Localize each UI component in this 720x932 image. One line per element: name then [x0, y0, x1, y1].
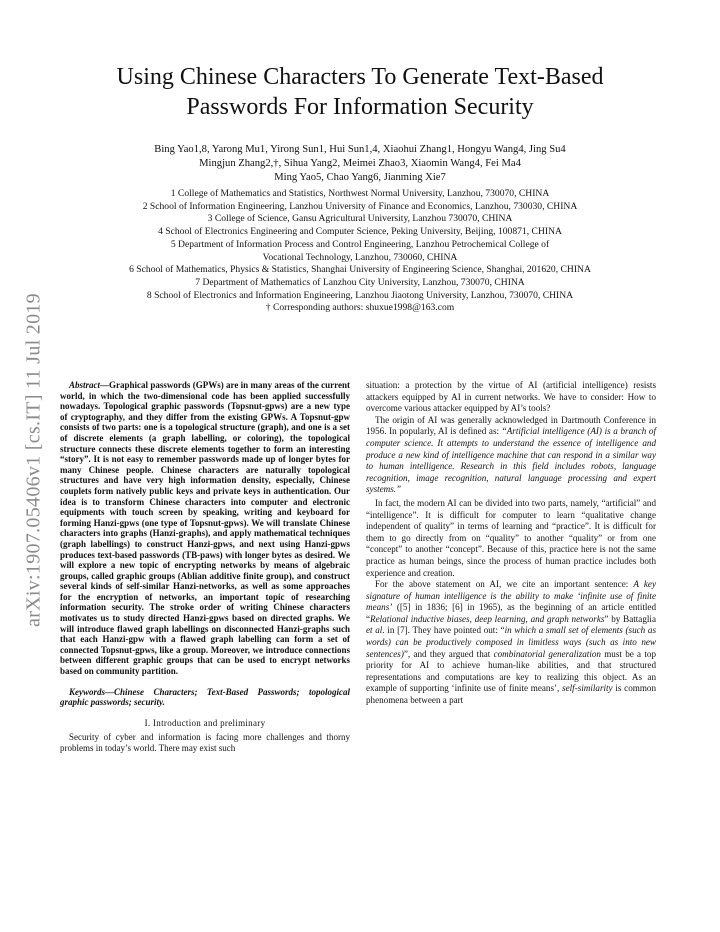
left-column [60, 380, 350, 754]
author-list [70, 143, 650, 185]
paragraph-infinite-use [366, 579, 656, 707]
arxiv-sidebar [14, 240, 54, 680]
text-fragment: For the above statement on AI, we cite an important sentence: [375, 579, 634, 590]
title-line-2: Passwords For Information Security [186, 94, 534, 120]
affiliations [55, 188, 665, 315]
affiliation-line: 2 School of Information Engineering, Lanzhou University of Finance and Economics, Lanzhou, 730030, CHINA [142, 200, 578, 212]
keywords: Keywords—Chinese Characters; Text-Based Passwords; topological graphic passwords; security. [60, 686, 350, 708]
quote-human-intelligence: A key signature of human intelligence is the ability to make ‘infinite use of finite means’ [366, 579, 656, 613]
affiliation-line: 5 Department of Information Process and Control Engineering, Lanzhou Petrochemical College of [170, 238, 550, 250]
text-fragment: ([5] in 1836; [6] in 1965), as the beginning of an article entitled “ [366, 602, 656, 624]
paragraph-ai-origin [366, 415, 656, 496]
affiliation-line: 3 College of Science, Gansu Agricultural University, Lanzhou 730070, CHINA [207, 213, 513, 225]
title-line-1: Using Chinese Characters To Generate Text-Based [116, 64, 604, 90]
ai-definition-quote: “Artificial intelligence (AI) is a branch of computer science. It attempts to understand the essence of intelligence and produce a new kind of intelligence machine that can respond in a similar way to human intelligence. Research in this field includes robots, language recognition, image recognition, natural language processing and expert systems.” [366, 426, 656, 495]
affiliation-line: 8 School of Electronics and Information Engineering, Lanzhou Jiaotong University, Lanzhou, 730070, CHINA [146, 289, 574, 301]
abstract [60, 380, 350, 677]
abstract-lead: Abstract [69, 380, 101, 390]
authors-line-3: Ming Yao5, Chao Yang6, Jianming Xie7 [274, 172, 446, 183]
et-al: et al. [366, 625, 385, 636]
paragraph-ai-situation: situation: a protection by the virtue of AI (artificial intelligence) resists attackers equipped by AI in current networks. We have to consider: How to overcome various attacker equipped by AI’s tools? [366, 380, 656, 414]
intro-paragraph: Security of cyber and information is facing more challenges and thorny problems in today’s world. There may exist such [60, 732, 350, 753]
term-self-similarity: self-similarity [562, 683, 613, 694]
corresponding-author: † Corresponding authors: shuxue1998@163.com [265, 302, 455, 314]
right-column [366, 380, 656, 707]
paper-title [60, 62, 660, 122]
affiliation-line: 7 Department of Mathematics of Lanzhou City University, Lanzhou, 730070, CHINA [195, 276, 525, 288]
article-title: Relational inductive biases, deep learning, and graph networks [370, 613, 605, 624]
text-fragment: ”, and they argued that [403, 648, 494, 659]
text-fragment: ” by Battaglia [604, 613, 656, 624]
ai-origin-text: The origin of AI was generally acknowledged in Dartmouth Conference in 1956. In popularly, AI is defined as: [366, 414, 656, 437]
affiliation-line: 4 School of Electronics Engineering and Computer Science, Peking University, Beijing, 100871, CHINA [158, 226, 562, 238]
term-combinatorial-generalization: combinatorial generalization [493, 648, 601, 659]
quote-small-set: in which a small set of elements (such as words) can be productively composed in limitless ways (such as into new sentences) [366, 625, 656, 659]
paragraph-modern-ai: In fact, the modern AI can be divided into two parts, namely, “artificial” and “intelligence”. It is difficult for computer to learn “qualitative change independent of quality” in terms of learning and “practice”. It is difficult for them to go directly from on “quality” to another “quality” or from one “concept” to another “concept”. Because of this, practice here is not the same practice as human beings, since the process of human practice includes both experience and creation. [366, 497, 656, 578]
text-fragment: is common phenomena between a part [366, 683, 656, 706]
section-heading: I. Introduction and preliminary [144, 717, 266, 728]
text-fragment: must be a top priority for AI to achieve human-like abilities, and that structured representations and computations are key to realizing this object. As an example of supporting ‘infinite use of finite means’, [366, 648, 656, 694]
arxiv-identifier: arXiv:1907.05406v1 [cs.IT] 11 Jul 2019 [22, 293, 45, 627]
affiliation-line: 1 College of Mathematics and Statistics, Northwest Normal University, Lanzhou, 730070, CHINA [170, 188, 550, 199]
abstract-body: —Graphical passwords (GPWs) are in many areas of the current world, in which the two-dimensional code has been applied successfully nowadays. Topological graphic passwords (Topsnut-gpws) are a new type of cryptography, and they differ from the existing GPWs. A Topsnut-gpw consists of two parts: one is a topological structure (graph), and one is a set of discrete elements (a graph labelling, or coloring), the topological structure connects these discrete elements together to form an interesting “story”. It is not easy to remember passwords made up of longer bytes for many Chinese people. Chinese characters are naturally topological structures and have very high information density, especially, Chinese couplets form natively public keys and private keys in authentication. Our idea is to transform Chinese characters into computer and electronic equipments with touch screen by speaking, writing and keyboard for forming Hanzi-gpws (one type of Topsnut-gpws). We will translate Chinese characters into graphs (Hanzi-graphs), and apply mathematical techniques (graph labellings) to construct Hanzi-gpws, and next using Hanzi-gpws produces text-based passwords (TB-paws) with longer bytes as desired. We will explore a new topic of encrypting networks by means of algebraic groups, called graphic groups (Ablian additive finite group), and construct several kinds of self-similar Hanzi-networks, as well as some approaches for the encryption of networks, an important topic of researching information security. The stroke order of writing Chinese characters motivates us to study directed Hanzi-gpws based on directed graphs. We will introduce flawed graph labellings on disconnected Hanzi-graphs such that each Hanzi-gpw with a flawed graph labelling can form a set of connected Topsnut-gpws, like a group. Moreover, we introduce connections between different graphic groups that can be used to encrypt networks based on community partition. [60, 380, 350, 677]
affiliation-line: 6 School of Mathematics, Physics & Statistics, Shanghai University of Engineering Science, Shanghai, 201620, CHINA [129, 264, 591, 276]
authors-line-1: Bing Yao1,8, Yarong Mu1, Yirong Sun1, Hui Sun1,4, Xiaohui Zhang1, Hongyu Wang4, Jing Su4 [154, 144, 566, 155]
text-fragment: in [7]. They have pointed out: “ [384, 625, 505, 636]
authors-line-2: Mingjun Zhang2,†, Sihua Yang2, Meimei Zhao3, Xiaomin Wang4, Fei Ma4 [199, 158, 521, 169]
affiliation-line: Vocational Technology, Lanzhou, 730060, CHINA [262, 251, 458, 263]
